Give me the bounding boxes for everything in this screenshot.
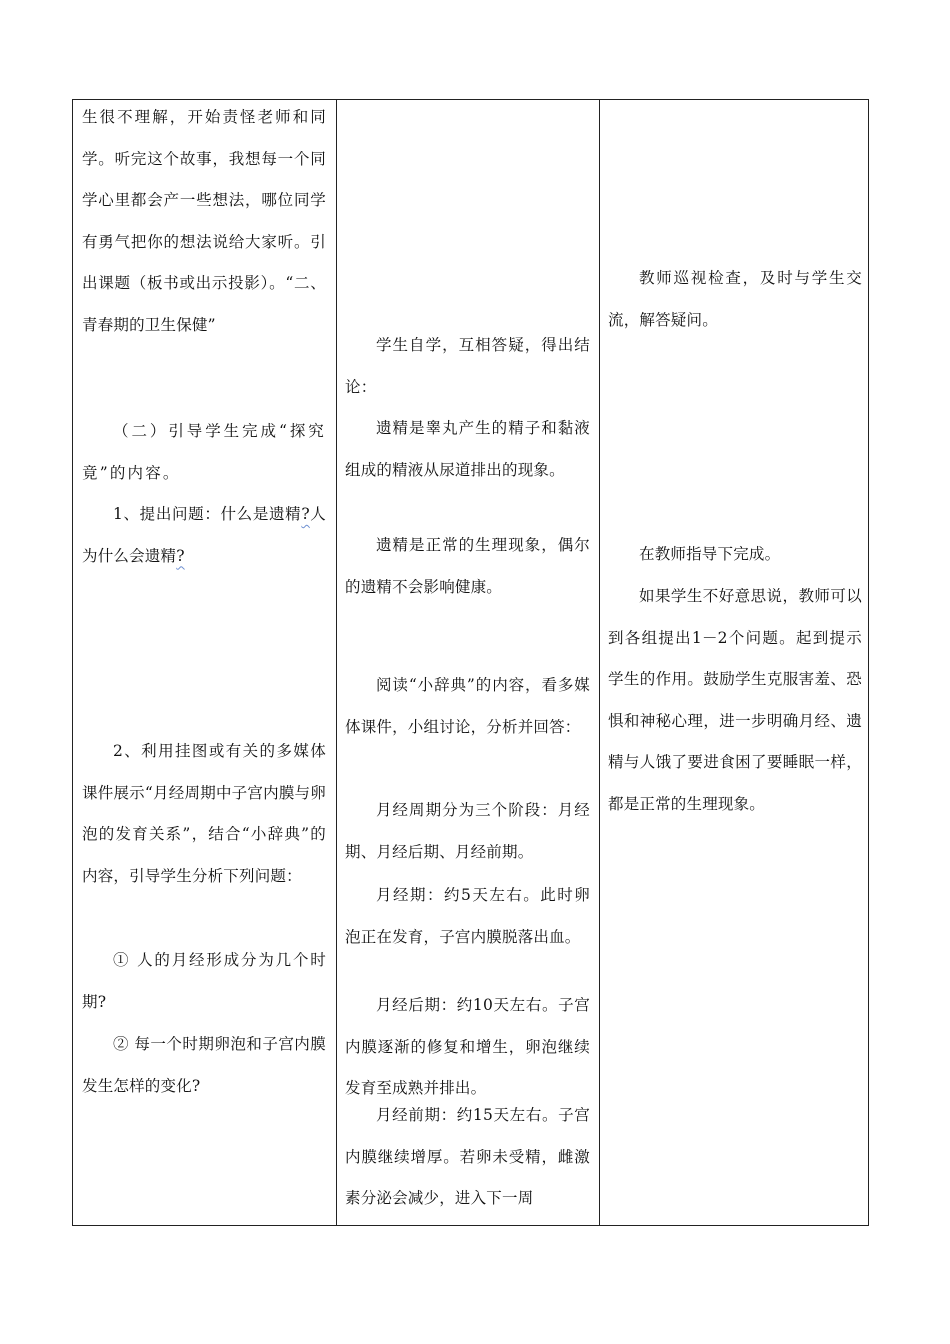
question-text-2: 人为什么会遗精 bbox=[82, 505, 327, 565]
question-paragraph bbox=[82, 494, 326, 577]
encouragement-paragraph: 如果学生不好意思说，教师可以到各组提出1－2个问题。起到提示学生的作用。鼓励学生克服害羞、恐惧和神秘心理，进一步明确月经、遗精与人饿了要进食困了要睡眠一样，都是正常的生理现象。 bbox=[608, 587, 862, 813]
post-menstrual-phase-paragraph: 月经后期：约10天左右。子宫内膜逐渐的修复和增生，卵泡继续发育至成熟并排出。 bbox=[345, 996, 590, 1097]
student-activity-cell bbox=[336, 100, 599, 1225]
emission-definition-paragraph: 遗精是睾丸产生的精子和黏液组成的精液从尿道排出的现象。 bbox=[345, 419, 590, 479]
story-intro-paragraph: 生很不理解，开始责怪老师和同学。听完这个故事，我想每一个同学心里都会产一些想法，哪位同学有勇气把你的想法说给大家听。引出课题（板书或出示投影）。“二、青春期的卫生保健” bbox=[82, 108, 326, 334]
menstrual-cycle-task-paragraph: 2、利用挂图或有关的多媒体课件展示“月经周期中子宫内膜与卵泡的发育关系”，结合“小辞典”的内容，引导学生分析下列问题： bbox=[82, 742, 326, 885]
question-mark-1: ? bbox=[301, 505, 310, 523]
emission-normal-paragraph: 遗精是正常的生理现象，偶尔的遗精不会影响健康。 bbox=[345, 536, 590, 596]
dictionary-reading-paragraph: 阅读“小辞典”的内容，看多媒体课件，小组讨论，分析并回答： bbox=[345, 676, 590, 736]
teacher-activity-cell bbox=[73, 100, 336, 1225]
menstrual-phase-paragraph: 月经期：约5天左右。此时卵泡正在发育，子宫内膜脱落出血。 bbox=[345, 886, 590, 946]
cycle-stages-paragraph: 月经周期分为三个阶段：月经期、月经后期、月经前期。 bbox=[345, 801, 590, 861]
guided-completion-paragraph: 在教师指导下完成。 bbox=[639, 545, 781, 563]
question-item-2: ② 每一个时期卵泡和子宫内膜发生怎样的变化? bbox=[82, 1035, 326, 1095]
teacher-notes-cell bbox=[599, 100, 870, 1225]
question-item-1: ① 人的月经形成分为几个时期? bbox=[82, 951, 326, 1011]
question-text-1: 1、提出问题：什么是遗精 bbox=[113, 505, 302, 523]
guide-explore-paragraph: （二）引导学生完成“探究竟”的内容。 bbox=[82, 422, 326, 482]
inspection-paragraph: 教师巡视检查，及时与学生交流，解答疑问。 bbox=[608, 269, 862, 329]
pre-menstrual-phase-paragraph: 月经前期：约15天左右。子宫内膜继续增厚。若卵未受精，雌激素分泌会减少，进入下一周 bbox=[345, 1106, 590, 1207]
self-study-paragraph: 学生自学，互相答疑，得出结论： bbox=[345, 336, 590, 396]
lesson-plan-table bbox=[72, 99, 869, 1226]
question-mark-2: ? bbox=[176, 546, 185, 565]
